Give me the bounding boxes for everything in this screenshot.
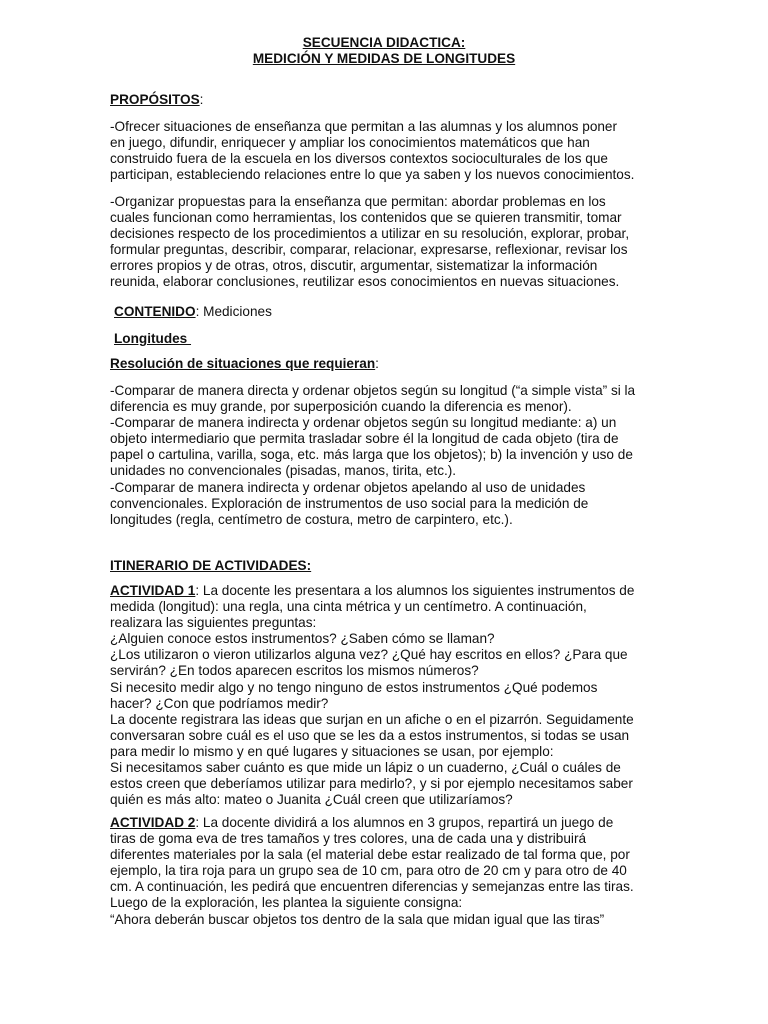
itinerario-heading-row	[110, 558, 662, 574]
contenido-value: : Mediciones	[195, 304, 272, 319]
text-line: Si necesitamos saber cuánto es que mide un lápiz o un cuaderno, ¿Cuál o cuáles de	[110, 760, 621, 776]
text-line: ¿Alguien conoce estos instrumentos? ¿Saben cómo se llaman?	[110, 631, 495, 647]
text-line: -Comparar de manera indirecta y ordenar objetos apelando al uso de unidades	[110, 479, 586, 495]
text-line: errores propios y de otras, otros, discutir, argumentar, sistematizar la información	[110, 258, 598, 274]
resolucion-heading-row	[110, 356, 662, 372]
longitudes-heading: Longitudes	[114, 331, 192, 346]
text-line: decisiones respecto de los procedimientos a utilizar en su resolución, explorar, probar,	[110, 226, 630, 242]
document-title-line-2: MEDICIÓN Y MEDIDAS DE LONGITUDES	[252, 51, 516, 66]
text-line: servirán? ¿En todos aparecen escritos los mismos números?	[110, 663, 479, 679]
text-line: realizara las siguientes preguntas:	[110, 615, 317, 631]
actividad-2-intro: : La docente dividirá a los alumnos en 3 grupos, repartirá un juego de	[195, 815, 614, 830]
propositos-heading: PROPÓSITOS	[110, 92, 200, 107]
text-line: medida (longitud): una regla, una cinta métrica y un centímetro. A continuación,	[110, 599, 587, 615]
propositos-heading-colon: :	[199, 92, 204, 107]
text-line: diferencia es muy grande, por superposición cuando la diferencia es menor).	[110, 399, 572, 415]
actividad-2-label: ACTIVIDAD 2	[110, 815, 196, 830]
text-line: ejemplo, la tira roja para un grupo sea de 10 cm, para otro de 20 cm y para otro de 40	[110, 863, 627, 879]
text-line: La docente registrara las ideas que surjan en un afiche o en el pizarrón. Seguidamente	[110, 711, 634, 727]
resolucion-heading: Resolución de situaciones que requieran	[110, 356, 376, 371]
propositos-paragraph-1	[110, 119, 662, 183]
text-line: reunida, elaborar conclusiones, reutilizar esos conocimientos en nuevas situaciones.	[110, 274, 620, 290]
text-line: longitudes (regla, centímetro de costura, metro de carpintero, etc.).	[110, 511, 513, 527]
propositos-heading-row	[110, 92, 662, 108]
text-line: Luego de la exploración, les plantea la siguiente consigna:	[110, 895, 463, 911]
text-line: -Ofrecer situaciones de enseñanza que permitan a las alumnas y los alumnos poner	[110, 119, 618, 134]
actividad-1	[110, 583, 662, 808]
text-line: estos creen que deberíamos utilizar para medirlo?, y si por ejemplo necesitamos saber	[110, 776, 633, 792]
itinerario-heading: ITINERARIO DE ACTIVIDADES:	[110, 558, 312, 573]
text-line: diferentes materiales por la sala (el material debe estar realizado de tal forma que, por	[110, 847, 630, 863]
text-line: tiras de goma eva de tres tamaños y tres colores, una de cada una y distribuirá	[110, 831, 587, 847]
resolucion-heading-colon: :	[375, 356, 379, 371]
text-line: papel o cartulina, varilla, soga, etc. más larga que los objetos); b) la invención y uso de	[110, 447, 633, 463]
actividad-2	[110, 815, 662, 928]
text-line: en juego, difundir, enriquecer y ampliar los conocimientos matemáticos que han	[110, 135, 590, 151]
actividad-1-intro: : La docente les presentara a los alumnos los siguientes instrumentos de	[195, 583, 635, 598]
text-line: -Comparar de manera indirecta y ordenar objetos según su longitud mediante: a) un	[110, 415, 617, 431]
text-line: unidades no convencionales (pisadas, manos, tirita, etc.).	[110, 463, 457, 479]
text-line: Si necesito medir algo y no tengo ninguno de estos instrumentos ¿Qué podemos	[110, 679, 598, 695]
actividad-1-label: ACTIVIDAD 1	[110, 583, 196, 598]
text-line: ¿Los utilizaron o vieron utilizarlos alguna vez? ¿Qué hay escritos en ellos? ¿Para que	[110, 647, 628, 663]
text-line: quién es más alto: mateo o Juanita ¿Cuál creen que utilizaríamos?	[110, 792, 513, 808]
text-line: -Comparar de manera directa y ordenar objetos según su longitud (“a simple vista” si la	[110, 383, 636, 398]
text-line: construido fuera de la escuela en los diversos contextos socioculturales de los que	[110, 151, 608, 167]
text-line: participan, estableciendo relaciones entre lo que ya saben y los nuevos conocimientos.	[110, 167, 635, 183]
contenido-row	[114, 304, 666, 320]
actividad-2-first-line	[110, 815, 662, 831]
actividad-1-first-line	[110, 583, 662, 599]
document-title-line-1: SECUENCIA DIDACTICA:	[302, 35, 466, 50]
text-line: formular preguntas, describir, comparar, relacionar, expresarse, reflexionar, revisar los	[110, 242, 628, 258]
propositos-paragraph-2	[110, 194, 662, 291]
text-line: hacer? ¿Con que podríamos medir?	[110, 695, 329, 711]
contenido-heading: CONTENIDO	[114, 304, 196, 319]
text-line: convencionales. Exploración de instrumentos de uso social para la medición de	[110, 495, 589, 511]
text-line: objeto intermediario que permita trasladar sobre él la longitud de cada objeto (tira de	[110, 431, 619, 447]
text-line: para medir lo mismo y en qué lugares y situaciones se usan, por ejemplo:	[110, 743, 554, 759]
text-line: cm. A continuación, les pedirá que encuentren diferencias y semejanzas entre las tiras.	[110, 879, 634, 895]
longitudes-heading-row	[114, 331, 666, 347]
text-line: “Ahora deberán buscar objetos tos dentro de la sala que midan igual que las tiras”	[110, 911, 605, 927]
text-line: conversaran sobre cuál es el uso que se les da a estos instrumentos, si todas se usan	[110, 727, 630, 743]
text-line: -Organizar propuestas para la enseñanza que permitan: abordar problemas en los	[110, 194, 606, 209]
text-line: cuales funcionan como herramientas, los contenidos que se quieren transmitir, tomar	[110, 210, 622, 226]
contenido-items	[110, 383, 662, 528]
